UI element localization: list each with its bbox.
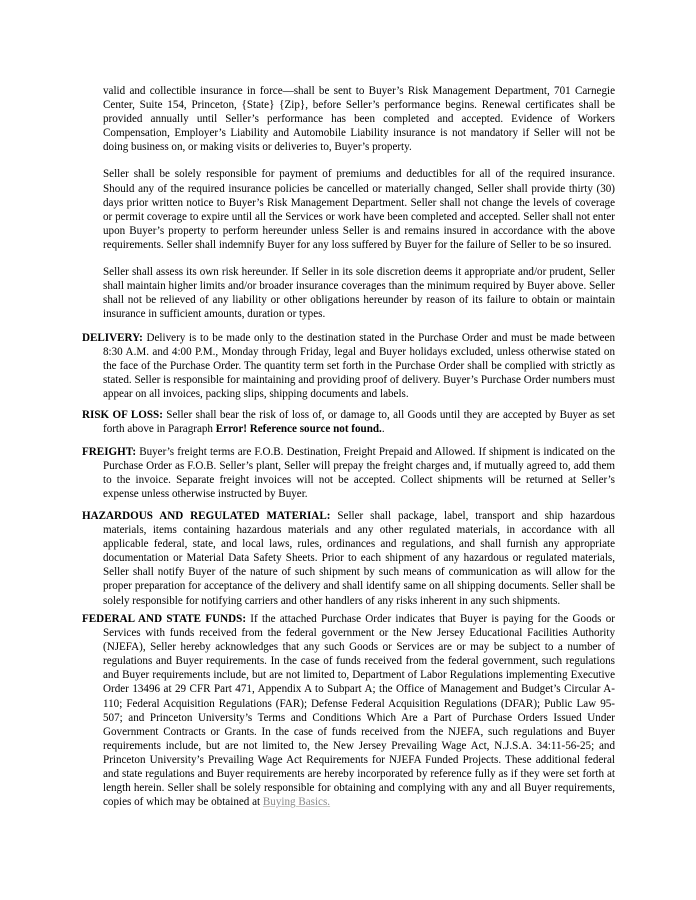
delivery-heading: DELIVERY: (82, 332, 143, 344)
federal-state-funds-clause (82, 612, 615, 809)
risk-of-loss-text: Seller shall bear the risk of loss of, or damage to, all Goods until they are accepted by Buyer as set forth above in Paragraph (103, 409, 615, 436)
freight-heading: FREIGHT: (82, 446, 137, 458)
hazardous-text: Seller shall package, label, transport and ship hazardous materials, items containing hazardous materials and any other regulated materials, in accordance with all applicable federal, state, and local laws, rules, ordinances and regulations, and shall furnish any appropriate documentation or Material Data Safety Sheets. Prior to each shipment of any hazardous or regulated materials, Seller shall notify Buyer of the nature of such shipment by such means of communication as will allow for the proper preparation for acceptance of the delivery and shall identify same on all shipping documents. Seller shall be solely responsible for notifying carriers and other handlers of any risks inherent in any such shipments. (103, 510, 615, 607)
risk-of-loss-tail: . (381, 423, 385, 436)
funds-heading: FEDERAL AND STATE FUNDS: (82, 613, 247, 625)
buying-basics-link[interactable]: Buying Basics. (262, 796, 331, 809)
hazardous-heading: HAZARDOUS AND REGULATED MATERIAL: (82, 510, 331, 522)
risk-of-loss-heading: RISK OF LOSS: (82, 409, 163, 421)
insurance-continuation (103, 84, 615, 334)
hazardous-material-clause (82, 509, 615, 608)
reference-error-text: Error! Reference source not found. (215, 423, 382, 436)
insurance-risk-paragraph: Seller shall assess its own risk hereunder. If Seller in its sole discretion deems it appropriate and/or prudent, Seller shall maintain higher limits and/or broader insurance coverages than the minimum required by Buyer above. Seller shall not be relieved of any liability or other obligations hereunder by reason of its failure to obtain or maintain insurance in sufficient amounts, duration or types. (103, 266, 615, 321)
insurance-premiums-paragraph: Seller shall be solely responsible for payment of premiums and deductibles for all of the required insurance. Should any of the required insurance policies be cancelled or materially changed, Seller shall provide thirty (30) days prior written notice to Buyer’s Risk Management Department. Seller shall not change the levels of coverage or permit coverage to expire until all the Services or work have been completed and accepted. Seller shall not enter upon Buyer’s property to perform hereunder unless Seller is and remains insured in accordance with the above requirements. Seller shall indemnify Buyer for any loss suffered by Buyer for the failure of Seller to be so insured. (103, 168, 615, 251)
delivery-text: Delivery is to be made only to the destination stated in the Purchase Order and must be made between 8:30 A.M. and 4:00 P.M., Monday through Friday, legal and Buyer holidays excluded, unless otherwise stated on the face of the Purchase Order. The quantity term set forth in the Purchase Order shall be complied with strictly as stated. Seller is responsible for maintaining and providing proof of delivery. Buyer’s Purchase Order numbers must appear on all invoices, packing slips, shipping documents and labels. (103, 332, 615, 401)
insurance-certificate-paragraph: valid and collectible insurance in force—shall be sent to Buyer’s Risk Management Department, 701 Carnegie Center, Suite 154, Princeton, {State} {Zip}, before Seller’s performance begins. Renewal certificates shall be provided annually until Seller’s performance has been completed and accepted. Evidence of Workers Compensation, Employer’s Liability and Automobile Liability insurance is not mandatory if Seller will not be doing business on, or making visits or deliveries to, Buyer’s property. (103, 85, 615, 154)
risk-of-loss-clause (82, 408, 615, 436)
funds-text: If the attached Purchase Order indicates that Buyer is paying for the Goods or Services with funds received from the federal government or the New Jersey Educational Facilities Authority (NJEFA), Seller hereby acknowledges that any such Goods or Services are or may be subject to a number of regulations and Buyer requirements. In the case of funds received from the federal government, such regulations and Buyer requirements include, but are not limited to, Department of Labor Regulations implementing Executive Order 13496 at 29 CFR Part 471, Appendix A to Subpart A; the Office of Management and Budget’s Circular A-110; Federal Acquisition Regulations (FAR); Defense Federal Acquisition Regulations (DFAR); Public Law 95-507; and Princeton University’s Terms and Conditions Which Are a Part of Purchase Orders Issued Under Government Contracts or Grants. In the case of funds received from the NJEFA, such regulations and Buyer requirements include, but are not limited to, the New Jersey Prevailing Wage Act, N.J.S.A. 34:11-56-25; and Princeton University’s Prevailing Wage Act Requirements for NJEFA Funded Projects. These additional federal and state regulations and Buyer requirements are hereby incorporated by reference fully as if they were set forth at length herein. Seller shall be solely responsible for obtaining and complying with any and all Buyer requirements, copies of which may be obtained at (103, 613, 615, 809)
delivery-clause (82, 331, 615, 401)
freight-clause (82, 445, 615, 501)
freight-text: Buyer’s freight terms are F.O.B. Destination, Freight Prepaid and Allowed. If shipment is indicated on the Purchase Order as F.O.B. Seller’s plant, Seller will prepay the freight charges and, if mutually agreed to, add them to the invoice. Separate freight invoices will not be accepted. Collect shipments will be returned at Seller’s expense unless otherwise instructed by Buyer. (103, 446, 615, 501)
